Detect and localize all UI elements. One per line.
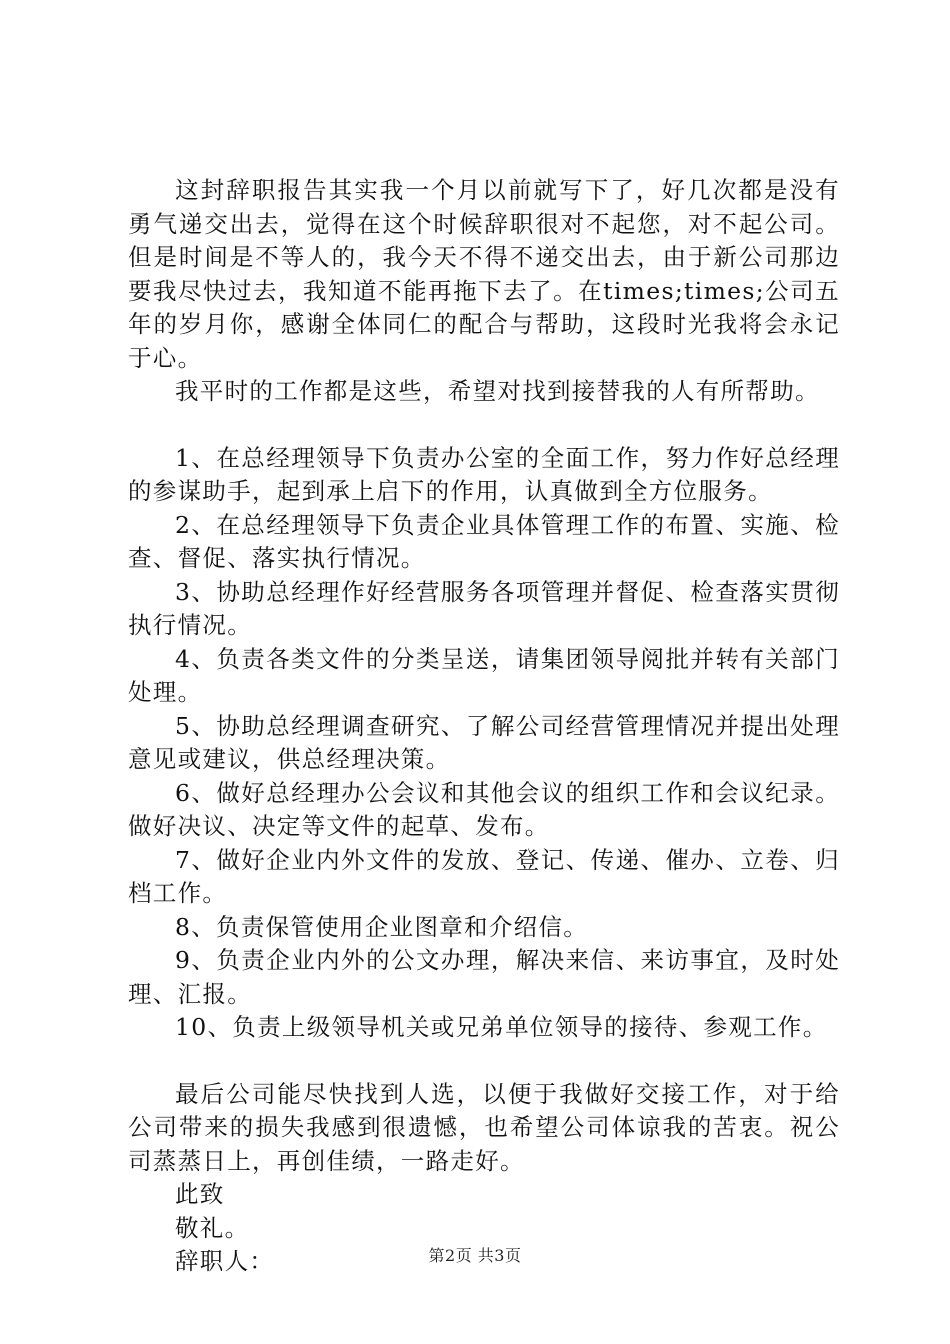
paragraph-gap <box>128 1045 840 1078</box>
duty-item: 10、负责上级领导机关或兄弟单位领导的接待、参观工作。 <box>175 1013 828 1041</box>
duty-item: 3、协助总经理作好经营服务各项管理并督促、检查落实贯彻执行情况。 <box>128 577 840 639</box>
closing-regards: 敬礼。 <box>175 1213 250 1242</box>
closing-salutation: 此致 <box>175 1180 225 1208</box>
duty-item: 1、在总经理领导下负责办公室的全面工作，努力作好总经理的参谋助手，起到承上启下的作用，认真做到全方位服务。 <box>128 443 840 505</box>
intro-paragraph: 这封辞职报告其实我一个月以前就写下了，好几次都是没有勇气递交出去，觉得在这个时候辞职很对不起您，对不起公司。但是时间是不等人的，我今天不得不递交出去，由于新公司那边要我尽快过去，我知道不能再拖下去了。在times;times;公司五年的岁月你，感谢全体同仁的配合与帮助，这段时光我将会永记于心。 <box>128 176 840 372</box>
duty-item: 4、负责各类文件的分类呈送，请集团领导阅批并转有关部门处理。 <box>128 644 840 706</box>
duty-item: 6、做好总经理办公会议和其他会议的组织工作和会议纪录。做好决议、决定等文件的起草、发布。 <box>128 778 840 840</box>
duty-item: 7、做好企业内外文件的发放、登记、传递、催办、立卷、归档工作。 <box>128 845 840 907</box>
duty-item: 5、协助总经理调查研究、了解公司经营管理情况并提出处理意见或建议，供总经理决策。 <box>128 711 840 773</box>
duty-item: 2、在总经理领导下负责企业具体管理工作的布置、实施、检查、督促、落实执行情况。 <box>128 510 840 572</box>
duty-item: 8、负责保管使用企业图章和介绍信。 <box>175 912 589 941</box>
letter-body <box>128 174 840 1279</box>
conclusion-paragraph: 最后公司能尽快找到人选，以便于我做好交接工作，对于给公司带来的损失我感到很遗憾，也希望公司体谅我的苦衷。祝公司蒸蒸日上，再创佳绩，一路走好。 <box>128 1079 840 1175</box>
intro-paragraph: 我平时的工作都是这些，希望对找到接替我的人有所帮助。 <box>175 377 820 405</box>
duty-item: 9、负责企业内外的公文办理，解决来信、来访事宜，及时处理、汇报。 <box>128 946 840 1008</box>
paragraph-gap <box>128 409 840 442</box>
page-footer: 第2页 共3页 <box>428 1246 522 1265</box>
signature-label: 辞职人： <box>175 1247 275 1275</box>
